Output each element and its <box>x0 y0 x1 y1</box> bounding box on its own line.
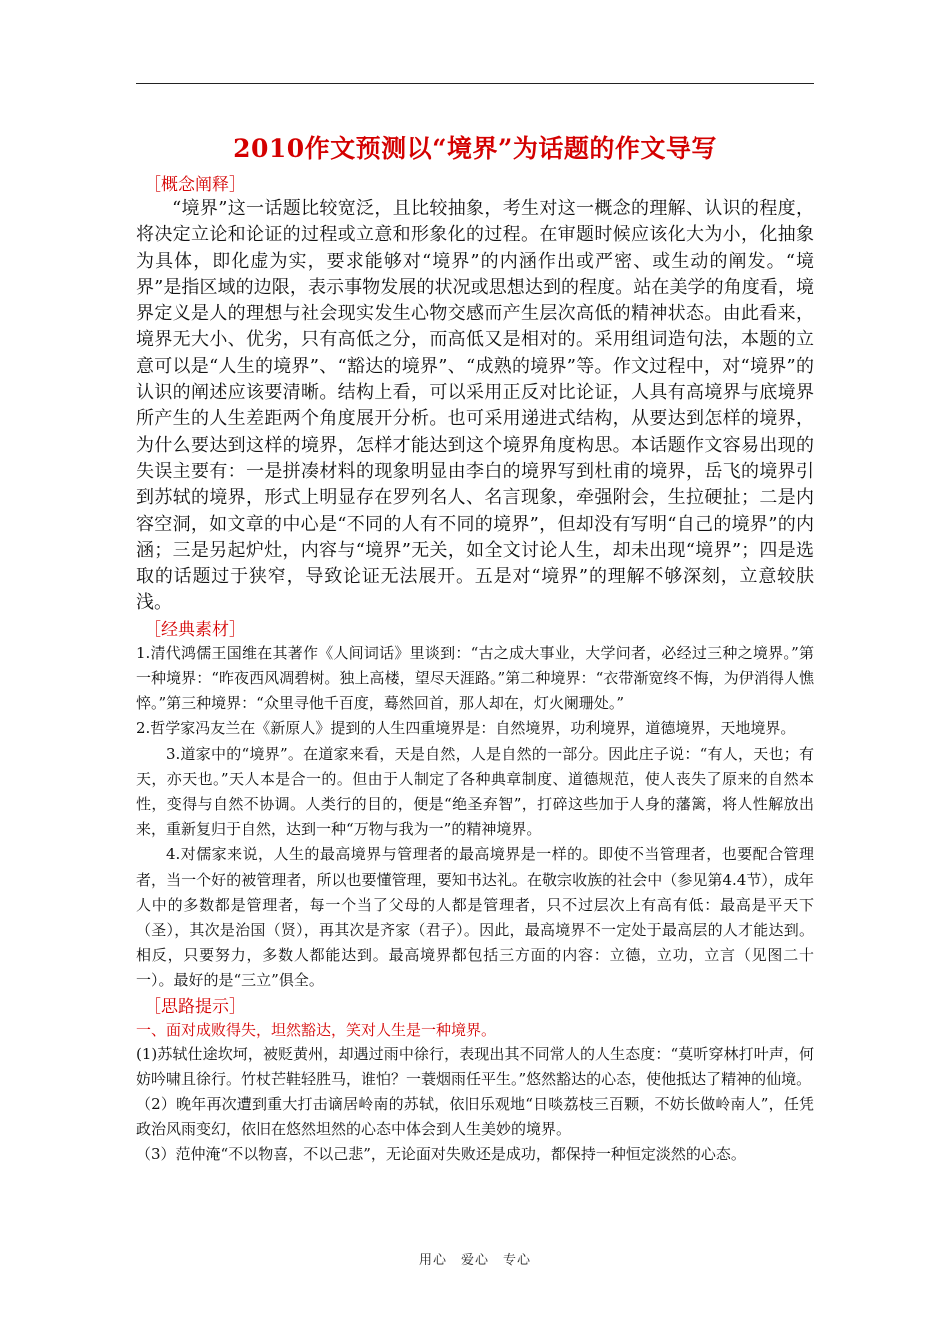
ideas-subheading: 一、面对成败得失，坦然豁达，笑对人生是一种境界。 <box>136 1020 497 1039</box>
materials-block <box>136 641 814 994</box>
idea-item-1: (1)苏轼仕途坎坷，被贬黄州，却遇过雨中徐行，表现出其不同常人的人生态度：“莫听穿林打叶声，何妨吟啸且徐行。竹杖芒鞋轻胜马，谁怕？一蓑烟雨任平生。”悠然豁达的心态，使他抵达了精神的仙境。 <box>136 1044 814 1088</box>
idea-item-3: （3）范仲淹“不以物喜，不以己悲”，无论面对失败还是成功，都保持一种恒定淡然的心态。 <box>136 1145 746 1164</box>
material-item-3: 3.道家中的“境界”。在道家来看，天是自然，人是自然的一部分。因此庄子说：“有人，天也；有天，亦天也。”天人本是合一的。但由于人制定了各种典章制度、道德规范，使人丧失了原来的自然本性，变得与自然不协调。人类行的目的，便是“绝圣弃智”，打碎这些加于人身的藩篱，将人性解放出来，重新复归于自然，达到一种“万物与我为一”的精神境界。 <box>136 744 814 839</box>
section-heading-ideas: ［思路提示］ <box>144 996 246 1017</box>
material-item-2: 2.哲学家冯友兰在《新原人》提到的人生四重境界是：自然境界，功利境界，道德境界，天地境界。 <box>136 719 796 738</box>
document-title: 2010作文预测以“境界”为话题的作文导写 <box>233 134 717 163</box>
page-footer: 用心 爱心 专心 <box>418 1253 531 1268</box>
section-heading-materials: ［经典素材］ <box>144 619 246 640</box>
material-item-1: 1.清代鸿儒王国维在其著作《人间词话》里谈到：“古之成大事业，大学问者，必经过三种之境界。”第一种境界：“昨夜西风凋碧树。独上高楼，望尽天涯路。”第二种境界：“衣带渐宽终不悔，为伊消得人憔悴。”第三种境界：“众里寻他千百度，蓦然回首，那人却在，灯火阑珊处。” <box>136 643 814 713</box>
header-rule <box>136 83 814 84</box>
section-heading-concept: ［概念阐释］ <box>144 175 246 195</box>
ideas-block <box>136 1042 814 1168</box>
concept-block <box>136 196 814 617</box>
document-body <box>136 132 814 1168</box>
concept-paragraph: “境界”这一话题比较宽泛，且比较抽象，考生对这一概念的理解、认识的程度，将决定立论和论证的过程或立意和形象化的过程。在审题时候应该化大为小，化抽象为具体，即化虚为实，要求能够对“境界”的内涵作出或严密、或生动的阐发。“境界”是指区域的边限，表示事物发展的状况或思想达到的程度。站在美学的角度看，境界定义是人的理想与社会现实发生心物交感而产生层次高低的精神状态。由此看来，境界无大小、优劣，只有高低之分，而高低又是相对的。采用组词造句法，本题的立意可以是“人生的境界”、“豁达的境界”、“成熟的境界”等。作文过程中，对“境界”的认识的阐述应该要清晰。结构上看，可以采用正反对比论证，人具有高境界与底境界所产生的人生差距两个角度展开分析。也可采用递进式结构，从要达到怎样的境界，为什么要达到这样的境界，怎样才能达到这个境界角度构思。本话题作文容易出现的失误主要有：一是拼凑材料的现象明显由李白的境界写到杜甫的境界，岳飞的境界引到苏轼的境界，形式上明显存在罗列名人、名言现象，牵强附会，生拉硬扯；二是内容空洞，如文章的中心是“不同的人有不同的境界”，但却没有写明“自己的境界”的内涵；三是另起炉灶，内容与“境界”无关，如全文讨论人生，却未出现“境界”；四是选取的话题过于狭窄，导致论证无法展开。五是对“境界”的理解不够深刻，立意较肤浅。 <box>136 198 814 614</box>
material-item-4: 4.对儒家来说，人生的最高境界与管理者的最高境界是一样的。即使不当管理者，也要配合管理者，当一个好的被管理者，所以也要懂管理，要知书达礼。在敬宗收族的社会中（参见第4.4节），成年人中的多数都是管理者，每一个当了父母的人都是管理者，只不过层次上有高有低：最高是平天下（圣），其次是治国（贤），再其次是齐家（君子）。因此，最高境界不一定处于最高层的人才能达到。相反，只要努力，多数人都能达到。最高境界都包括三方面的内容：立德，立功，立言（见图二十一）。最好的是“三立”俱全。 <box>136 845 814 990</box>
idea-item-2: （2）晚年再次遭到重大打击谪居岭南的苏轼，依旧乐观地“日啖荔枝三百颗，不妨长做岭南人”，任凭政治风雨变幻，依旧在悠然坦然的心态中体会到人生美妙的境界。 <box>136 1095 814 1139</box>
